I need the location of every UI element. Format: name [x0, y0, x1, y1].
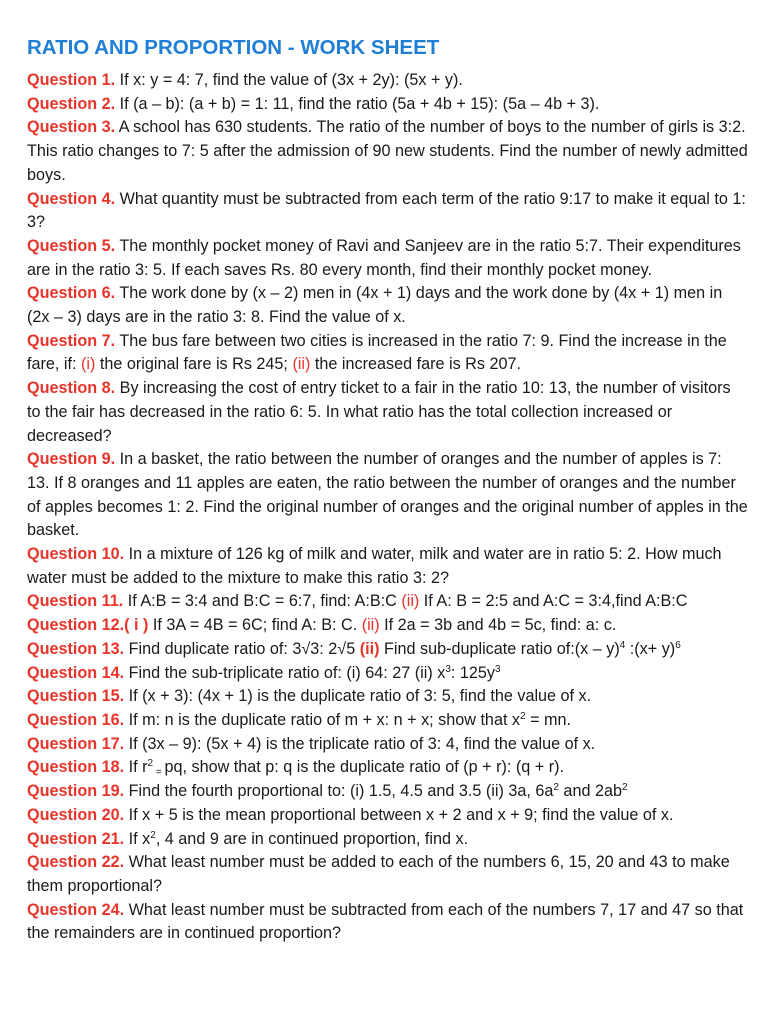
question-text: and 2ab — [558, 782, 622, 801]
question-text: What least number must be added to each of the numbers 6, 15, 20 and 43 to make them proportional? — [27, 853, 730, 895]
part-label: (i) — [80, 355, 96, 374]
question-label: Question 19. — [27, 782, 125, 801]
question-label: Question 5. — [27, 236, 116, 255]
question-label: Question 21. — [27, 829, 125, 848]
question-text: :(x+ y) — [625, 639, 676, 658]
question-text: In a basket, the ratio between the number of oranges and the number of apples is 7: 13. If 8 oranges and 11 apples are eaten, the ratio between the number of oranges and the number of apples becomes 1: 2. Find the original number of oranges and the original number of apples in the basket. — [27, 450, 748, 540]
exponent: 2 — [621, 782, 628, 794]
question-text: Find sub-duplicate ratio of:(x – y) — [379, 639, 620, 658]
question-text: pq, show that p: q is the duplicate ratio of (p + r): (q + r). — [164, 758, 565, 777]
part-label: (ii) — [361, 616, 380, 635]
question-13 — [27, 638, 748, 662]
part-label: (ii) — [401, 592, 420, 611]
question-1 — [27, 69, 748, 93]
part-label: (ii) — [292, 355, 311, 374]
question-text: = mn. — [525, 710, 572, 729]
question-12 — [27, 614, 748, 638]
question-label: Question 20. — [27, 805, 125, 824]
question-text: What quantity must be subtracted from each term of the ratio 9:17 to make it equal to 1: 3? — [27, 189, 746, 232]
question-label: Question 14. — [27, 663, 125, 682]
question-7 — [27, 330, 748, 377]
page-title: RATIO AND PROPORTION - WORK SHEET — [27, 36, 440, 59]
exponent: 2 — [147, 758, 154, 770]
question-text: Find the sub-triplicate ratio of: (i) 64: 27 (ii) x — [124, 663, 446, 682]
question-6 — [27, 282, 748, 329]
question-text: The monthly pocket money of Ravi and Sanjeev are in the ratio 5:7. Their expenditures are in the ratio 3: 5. If each saves Rs. 80 every month, find their monthly pocket money. — [27, 236, 741, 279]
question-text: If A: B = 2:5 and A:C = 3:4,find A:B:C — [419, 592, 688, 611]
question-label: Question 8. — [27, 379, 116, 398]
question-20 — [27, 804, 748, 828]
question-14 — [27, 662, 748, 686]
question-text: A school has 630 students. The ratio of the number of boys to the number of girls is 3:2. This ratio changes to 7: 5 after the admission of 90 new students. Find the number of newly admitted boys. — [27, 118, 748, 184]
question-21 — [27, 828, 748, 852]
question-text: If r — [124, 758, 148, 777]
question-17 — [27, 733, 748, 757]
question-text: If x + 5 is the mean proportional between x + 2 and x + 9; find the value of x. — [124, 805, 674, 824]
question-text: : 125y — [450, 663, 496, 682]
question-text: If (x + 3): (4x + 1) is the duplicate ratio of 3: 5, find the value of x. — [124, 687, 592, 706]
question-text: The work done by (x – 2) men in (4x + 1) days and the work done by (4x + 1) men in (2x – 3) days are in the ratio 3: 8. Find the value of x. — [27, 284, 723, 327]
exponent: 2 — [553, 782, 559, 794]
question-2 — [27, 93, 748, 117]
question-label: Question 4. — [27, 189, 116, 208]
question-text: If (3x – 9): (5x + 4) is the triplicate ratio of 3: 4, find the value of x. — [124, 734, 596, 753]
question-label: Question 7. — [27, 331, 116, 350]
exponent: 2 — [150, 829, 156, 841]
question-label: Question 11. — [27, 592, 124, 611]
question-label: Question 12.( i ) — [27, 616, 149, 635]
question-text: What least number must be subtracted from each of the numbers 7, 17 and 47 so that the remainders are in continued proportion? — [27, 900, 744, 943]
question-label: Question 18. — [27, 758, 125, 777]
question-label: Question 16. — [27, 710, 125, 729]
question-text: If x — [124, 829, 151, 848]
part-label: (ii) — [359, 639, 380, 658]
question-label: Question 15. — [27, 687, 125, 706]
question-text: If A:B = 3:4 and B:C = 6:7, find: A:B:C — [123, 592, 402, 611]
question-22 — [27, 851, 748, 898]
question-label: Question 9. — [27, 450, 116, 469]
question-9 — [27, 448, 748, 543]
equals-subscript: = — [153, 767, 165, 779]
question-label: Question 24. — [27, 900, 125, 919]
question-text: the increased fare is Rs 207. — [310, 355, 521, 374]
question-15 — [27, 685, 748, 709]
question-text: If 3A = 4B = 6C; find A: B: C. — [148, 616, 362, 635]
question-24 — [27, 899, 748, 946]
question-10 — [27, 543, 748, 590]
question-8 — [27, 377, 748, 448]
question-label: Question 22. — [27, 853, 125, 872]
question-18 — [27, 756, 748, 780]
question-label: Question 13. — [27, 639, 125, 658]
exponent: 6 — [675, 639, 681, 651]
question-text: the original fare is Rs 245; — [95, 355, 293, 374]
question-3 — [27, 116, 748, 187]
question-label: Question 6. — [27, 284, 116, 303]
question-text: Find the fourth proportional to: (i) 1.5, 4.5 and 3.5 (ii) 3a, 6a — [124, 782, 554, 801]
question-text: By increasing the cost of entry ticket to a fair in the ratio 10: 13, the number of visitors to the fair has decreased in the ratio 6: 5. In what ratio has the total collection increased or decreased? — [27, 379, 731, 445]
question-label: Question 17. — [27, 734, 125, 753]
exponent: 4 — [619, 639, 626, 651]
question-text: If x: y = 4: 7, find the value of (3x + 2y): (5x + y). — [115, 71, 463, 89]
question-label: Question 1. — [27, 71, 116, 89]
question-label: Question 10. — [27, 545, 125, 564]
question-19 — [27, 780, 748, 804]
question-text: In a mixture of 126 kg of milk and water, milk and water are in ratio 5: 2. How much water must be added to the mixture to make this ratio 3: 2? — [27, 545, 722, 587]
question-label: Question 2. — [27, 94, 116, 113]
exponent: 2 — [520, 710, 526, 722]
question-text: Find duplicate ratio of: 3√3: 2√5 — [124, 639, 360, 658]
exponent: 3 — [445, 663, 451, 675]
question-text: If 2a = 3b and 4b = 5c, find: a: c. — [379, 616, 617, 635]
question-16 — [27, 709, 748, 733]
exponent: 3 — [495, 663, 501, 675]
question-text: , 4 and 9 are in continued proportion, find x. — [155, 829, 469, 848]
question-text: If (a – b): (a + b) = 1: 11, find the ratio (5a + 4b + 15): (5a – 4b + 3). — [115, 94, 600, 113]
question-text: If m: n is the duplicate ratio of m + x: n + x; show that x — [124, 710, 521, 729]
question-4 — [27, 188, 748, 235]
question-label: Question 3. — [27, 118, 116, 137]
question-11 — [27, 590, 748, 614]
question-text: The bus fare between two cities is increased in the ratio 7: 9. Find the increase in the fare, if: — [27, 331, 727, 374]
question-5 — [27, 235, 748, 282]
